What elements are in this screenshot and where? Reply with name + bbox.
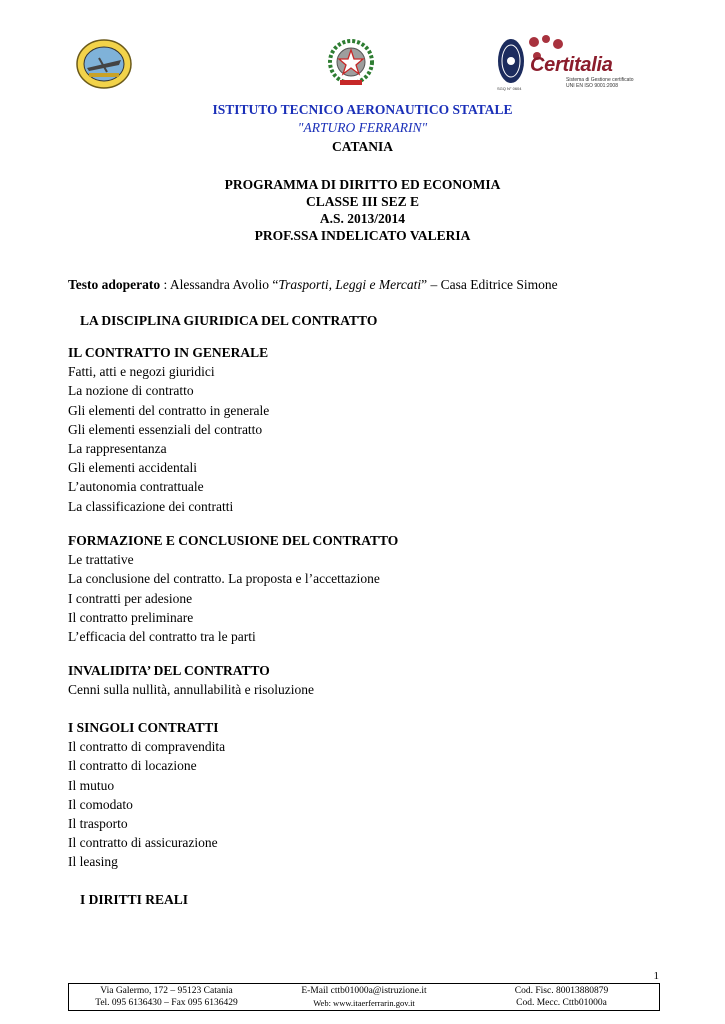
section-item: Gli elementi del contratto in generale xyxy=(68,402,270,418)
footer-fiscal-code: Cod. Fisc. 80013880879 xyxy=(514,986,609,996)
footer-address-col xyxy=(69,985,264,1009)
section-item: Le trattative xyxy=(68,552,134,568)
program-teacher: PROF.SSA INDELICATO VALERIA xyxy=(254,228,471,243)
textbook-line xyxy=(68,277,558,293)
section-item: L’autonomia contrattuale xyxy=(68,479,204,495)
program-class: CLASSE III SEZ E xyxy=(306,194,419,209)
footer-email: E-Mail cttb01000a@istruzione.it xyxy=(301,986,427,996)
program-year: A.S. 2013/2014 xyxy=(319,211,406,226)
school-logo-icon xyxy=(75,38,133,90)
cert-text xyxy=(530,54,634,89)
section-item: Il contratto di locazione xyxy=(68,758,197,774)
section-item: Gli elementi essenziali del contratto xyxy=(68,421,263,437)
section-heading: IL CONTRATTO IN GENERALE xyxy=(68,345,269,360)
textbook-author: : Alessandra Avolio “ xyxy=(160,277,279,292)
footer-mecc-code: Cod. Mecc. Cttb01000a xyxy=(516,998,607,1008)
section-item: Il mutuo xyxy=(68,777,115,793)
cert-sub2: UNI EN ISO 9001:2008 xyxy=(566,83,618,89)
logo-bar xyxy=(0,30,725,90)
footer-address: Via Galermo, 172 – 95123 Catania xyxy=(100,986,233,996)
section-item: La nozione di contratto xyxy=(68,383,194,399)
section-item: La classificazione dei contratti xyxy=(68,498,234,514)
textbook-publisher: ” – Casa Editrice Simone xyxy=(421,277,558,292)
footer-codes-col xyxy=(464,985,659,1009)
textbook-title: Trasporti, Leggi e Mercati xyxy=(278,277,422,292)
italian-republic-emblem-icon xyxy=(326,38,376,88)
institute-name: "ARTURO FERRARIN" xyxy=(297,120,428,135)
cert-code: SGQ N° 0604 xyxy=(497,86,522,91)
section-item: Il contratto di assicurazione xyxy=(68,835,218,851)
page-number: 1 xyxy=(653,970,659,982)
institute-title: ISTITUTO TECNICO AERONAUTICO STATALE xyxy=(212,102,513,117)
section-heading: INVALIDITA’ DEL CONTRATTO xyxy=(68,663,270,678)
section-heading: I SINGOLI CONTRATTI xyxy=(68,720,219,735)
rights-heading: I DIRITTI REALI xyxy=(80,892,189,907)
section-heading: FORMAZIONE E CONCLUSIONE DEL CONTRATTO xyxy=(68,533,399,548)
section-item: Il trasporto xyxy=(68,816,128,831)
section-item: La rappresentanza xyxy=(68,441,167,456)
certification-seal-icon xyxy=(496,36,526,86)
section-item: Cenni sulla nullità, annullabilità e risoluzione xyxy=(68,682,314,698)
institute-city: CATANIA xyxy=(331,139,393,154)
section-item: La conclusione del contratto. La proposta e l’accettazione xyxy=(68,571,380,587)
section-item: Il leasing xyxy=(68,854,118,870)
footer-box xyxy=(68,983,660,1011)
cert-brand: Certitalia xyxy=(530,54,613,76)
section-item: Gli elementi accidentali xyxy=(68,460,197,476)
textbook-label: Testo adoperato xyxy=(68,277,161,292)
program-title: PROGRAMMA DI DIRITTO ED ECONOMIA xyxy=(224,177,501,192)
footer-contact-col xyxy=(264,985,464,1009)
footer-phone: Tel. 095 6136430 – Fax 095 6136429 xyxy=(95,998,238,1008)
footer-web: Web: www.itaerferrarin.gov.it xyxy=(313,998,415,1008)
certitalia-badge xyxy=(496,34,654,94)
section-item: Il contratto di compravendita xyxy=(68,739,226,755)
cert-sub1: Sistema di Gestione certificato xyxy=(566,77,634,83)
section-item: Il comodato xyxy=(68,796,133,812)
discipline-heading: LA DISCIPLINA GIURIDICA DEL CONTRATTO xyxy=(80,313,378,328)
section-item: Il contratto preliminare xyxy=(68,609,194,625)
section-item: I contratti per adesione xyxy=(68,590,193,606)
section-item: L’efficacia del contratto tra le parti xyxy=(68,629,256,644)
section-item: Fatti, atti e negozi giuridici xyxy=(68,364,215,380)
